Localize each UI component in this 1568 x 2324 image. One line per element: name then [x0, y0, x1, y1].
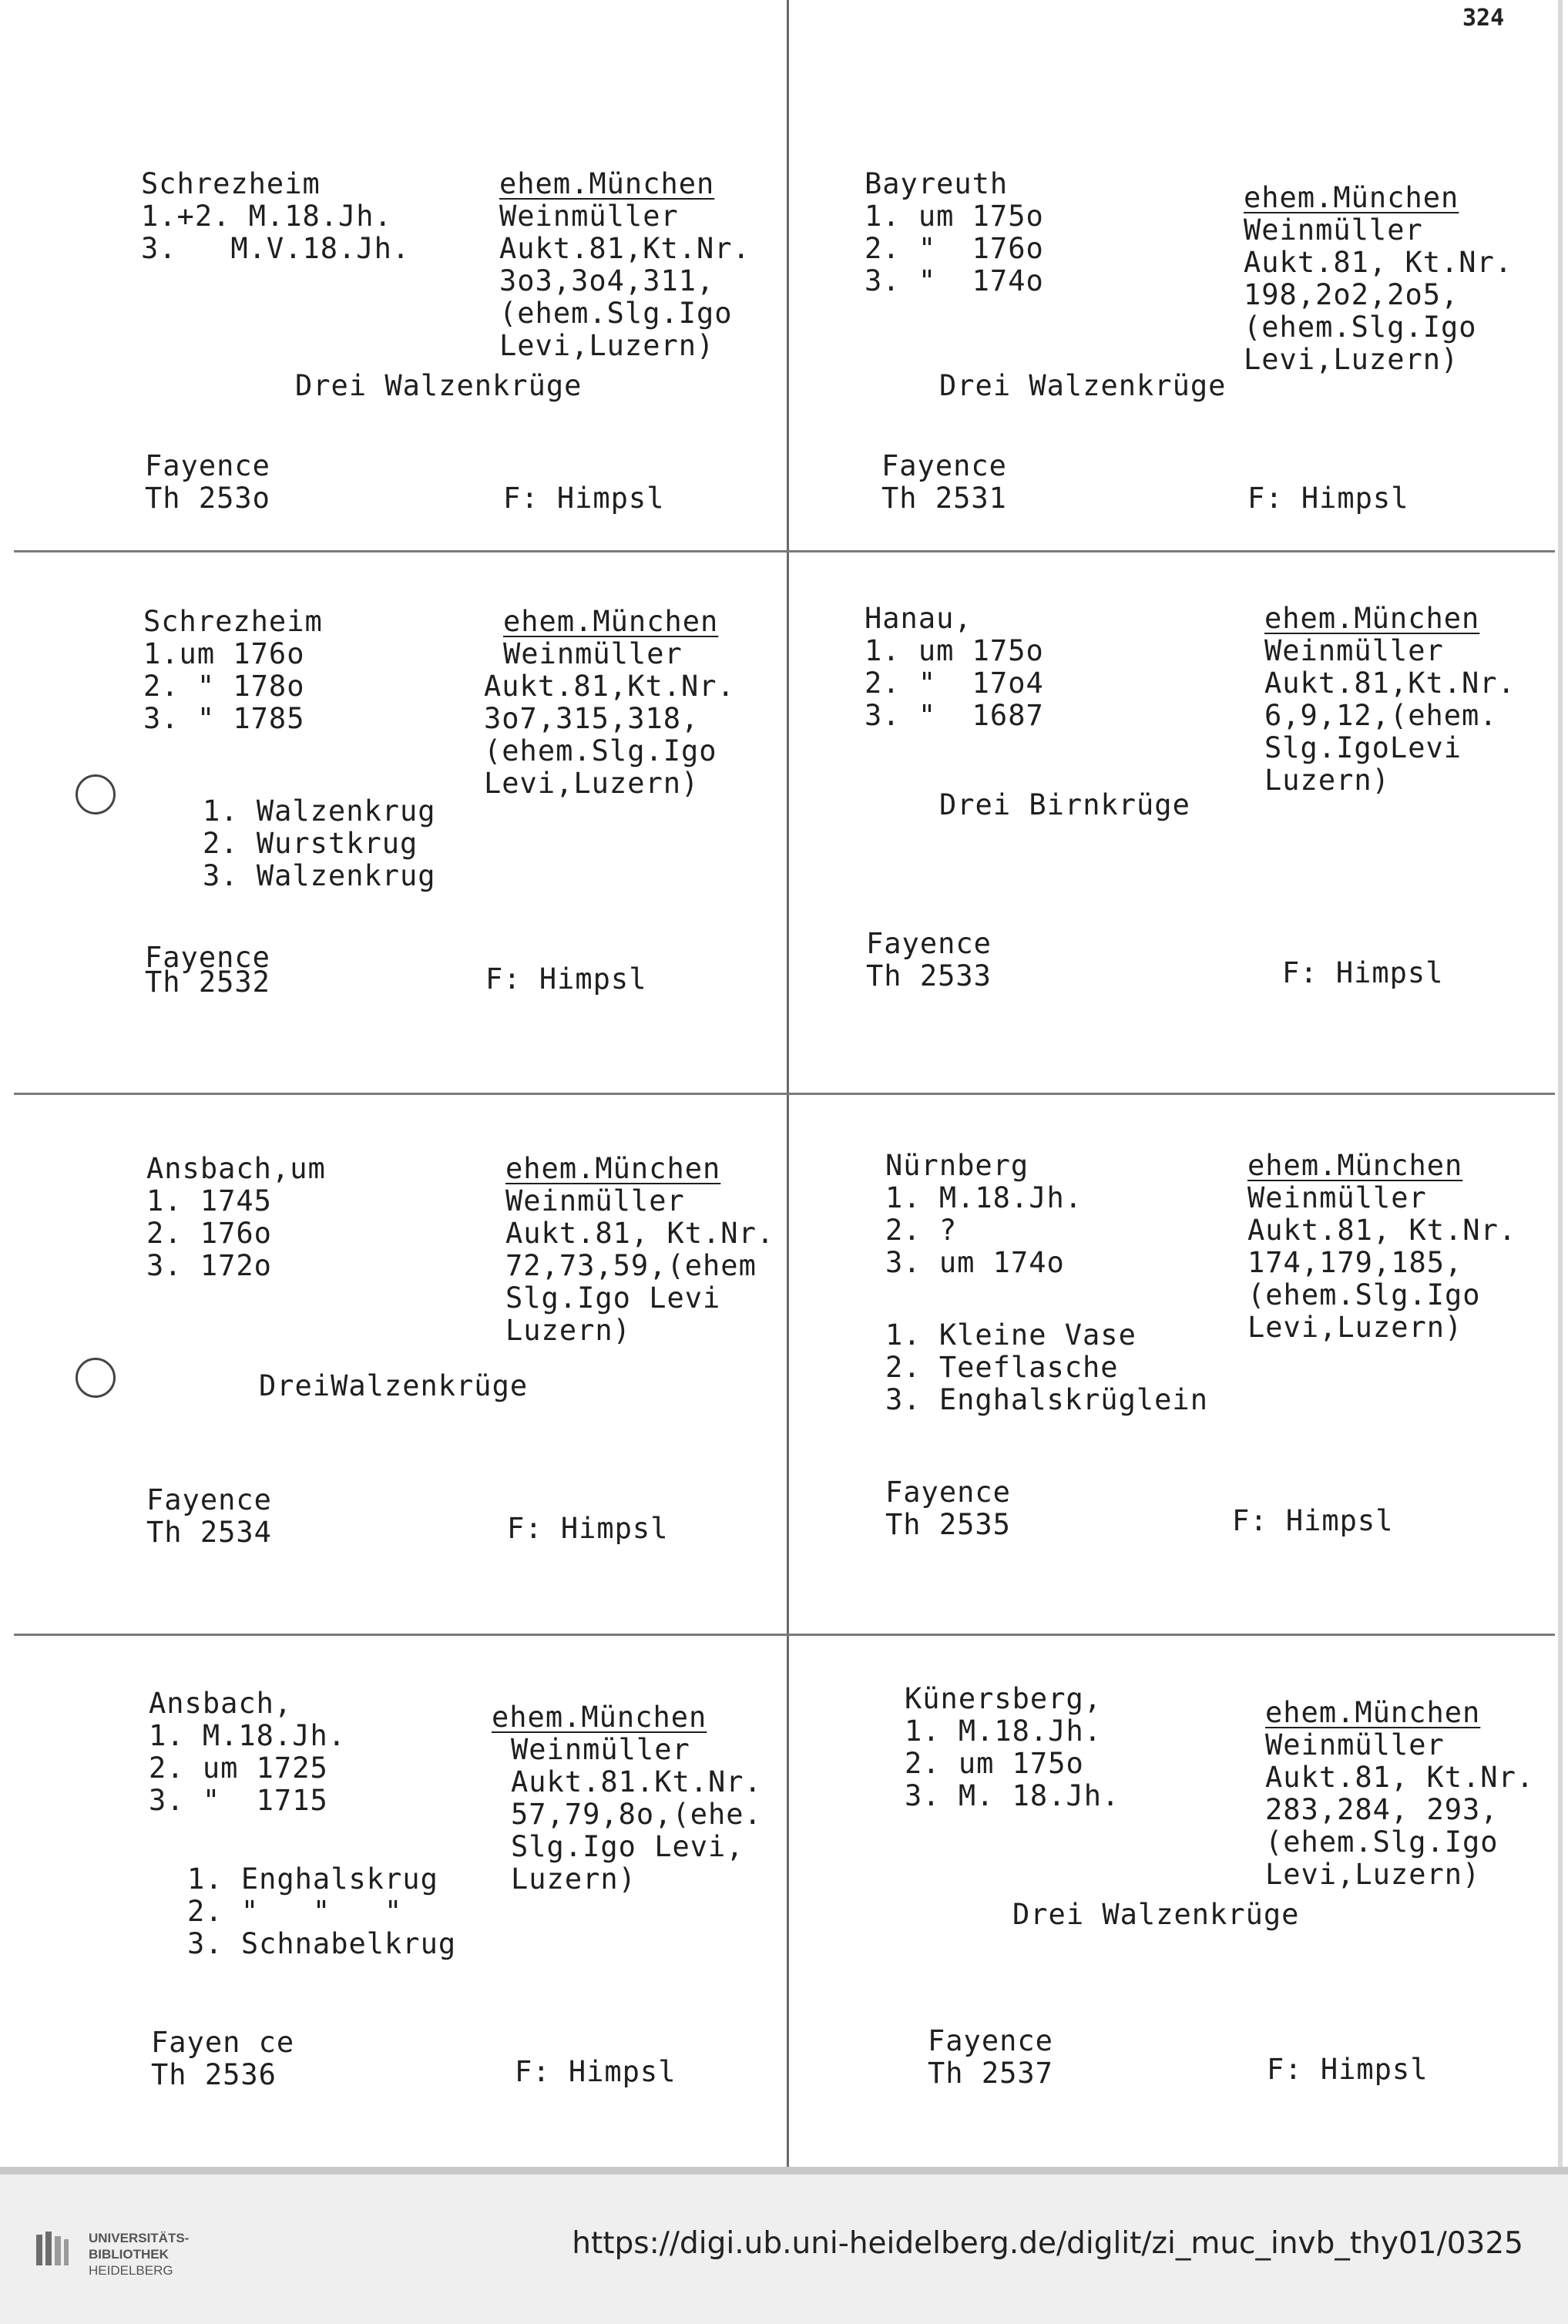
card-place-line: Schrezheim: [143, 605, 323, 638]
card-provenance-line: Levi,Luzern): [1244, 343, 1459, 376]
card-provenance-line: 3o3,3o4,311,: [499, 264, 715, 297]
card-provenance-line: Levi,Luzern): [1265, 1858, 1481, 1891]
card-place-line: 3. 172o: [146, 1249, 272, 1282]
catalog-card: [14, 0, 761, 539]
card-place-line: 2. um 1725: [149, 1751, 328, 1785]
catalog-card: [789, 0, 1536, 539]
card-provenance-line: ehem.München: [1264, 602, 1480, 635]
page-number: 324: [1462, 5, 1505, 32]
card-provenance-line: Levi,Luzern): [1247, 1311, 1463, 1344]
card-provenance-line: Weinmüller: [1265, 1728, 1445, 1761]
card-provenance-line: Weinmüller: [1247, 1181, 1427, 1214]
card-photo-credit: F: Himpsl: [1247, 482, 1409, 515]
card-title: 2. Teeflasche: [885, 1351, 1119, 1384]
card-title: 1. Walzenkrug: [203, 794, 436, 828]
card-place-line: 1. M.18.Jh.: [149, 1719, 347, 1752]
card-title: Drei Walzenkrüge: [1012, 1898, 1300, 1931]
card-title: Drei Walzenkrüge: [939, 369, 1227, 402]
card-provenance-line: Luzern): [1264, 764, 1390, 797]
card-place-line: 1. um 175o: [865, 200, 1044, 233]
card-place-line: 2. " 176o: [865, 232, 1044, 265]
card-provenance-line: Aukt.81.Kt.Nr.: [511, 1765, 762, 1798]
card-provenance-line: Slg.IgoLevi: [1264, 731, 1462, 764]
card-place-line: Nürnberg: [885, 1149, 1029, 1182]
card-title: Drei Walzenkrüge: [295, 369, 583, 402]
card-place-line: 1. M.18.Jh.: [905, 1714, 1103, 1748]
library-name-line: UNIVERSITÄTS-: [89, 2231, 190, 2245]
scanned-page: [14, 0, 1555, 2167]
card-title: 3. Schnabelkrug: [187, 1927, 457, 1960]
card-provenance-line: Levi,Luzern): [499, 329, 715, 362]
card-material: Fayence: [145, 941, 270, 974]
card-inventory-number: Th 2531: [881, 482, 1007, 515]
card-inventory-number: Th 2534: [146, 1516, 272, 1549]
card-inventory-number: Th 253o: [145, 482, 270, 515]
card-place-line: 3. " 1785: [143, 702, 305, 735]
card-place-line: 1.um 176o: [143, 637, 305, 670]
card-place-line: 2. 176o: [146, 1217, 272, 1250]
card-provenance-line: ehem.München: [503, 605, 719, 638]
card-material: Fayence: [928, 2024, 1053, 2057]
catalog-card: [14, 1093, 775, 1632]
card-place-line: 3. M. 18.Jh.: [905, 1779, 1120, 1812]
card-provenance-line: Weinmüller: [1244, 213, 1423, 247]
card-place-line: 1. 1745: [146, 1184, 272, 1217]
card-place-line: 1.+2. M.18.Jh.: [141, 200, 392, 233]
card-photo-credit: F: Himpsl: [515, 2055, 677, 2088]
card-photo-credit: F: Himpsl: [507, 1512, 669, 1545]
card-provenance-line: Aukt.81, Kt.Nr.: [1244, 246, 1513, 279]
card-title: 1. Enghalskrug: [187, 1862, 438, 1896]
card-place-line: 3. " 1715: [149, 1784, 328, 1817]
card-provenance-line: Slg.Igo Levi: [505, 1281, 721, 1315]
card-title: 1. Kleine Vase: [885, 1318, 1137, 1352]
card-title: DreiWalzenkrüge: [259, 1369, 529, 1402]
card-material: Fayence: [866, 927, 992, 960]
card-provenance-line: 198,2o2,2o5,: [1244, 278, 1459, 311]
card-place-line: Künersberg,: [905, 1682, 1103, 1715]
card-place-line: Bayreuth: [865, 167, 1009, 200]
card-provenance-line: Weinmüller: [511, 1733, 690, 1766]
card-provenance-line: Aukt.81, Kt.Nr.: [505, 1217, 775, 1250]
card-place-line: 2. um 175o: [905, 1747, 1084, 1780]
card-place-line: 1. M.18.Jh.: [885, 1181, 1083, 1214]
card-provenance-line: Aukt.81,Kt.Nr.: [499, 232, 750, 265]
card-photo-credit: F: Himpsl: [1232, 1504, 1394, 1537]
card-place-line: 3. " 174o: [865, 264, 1044, 297]
card-material: Fayence: [146, 1483, 272, 1516]
card-title: 2. " " ": [187, 1895, 403, 1928]
card-provenance-line: (ehem.Slg.Igo: [484, 734, 717, 767]
card-provenance-line: 3o7,315,318,: [484, 702, 700, 735]
card-material: Fayence: [145, 449, 270, 482]
card-photo-credit: F: Himpsl: [1267, 2053, 1429, 2086]
catalog-card: [14, 550, 761, 1090]
library-footer: [0, 2167, 1568, 2324]
card-provenance-line: Weinmüller: [505, 1184, 685, 1217]
card-provenance-line: Aukt.81,Kt.Nr.: [484, 670, 735, 703]
card-provenance-line: Weinmüller: [499, 200, 679, 233]
card-provenance-line: Slg.Igo Levi,: [511, 1830, 744, 1863]
card-title: 3. Walzenkrug: [203, 859, 436, 892]
catalog-card: [14, 1634, 761, 2173]
card-place-line: Ansbach,: [149, 1687, 293, 1720]
card-provenance-line: 72,73,59,(ehem: [505, 1249, 757, 1282]
card-place-line: 2. ?: [885, 1214, 958, 1247]
library-name-line: BIBLIOTHEK: [89, 2247, 169, 2262]
card-inventory-number: Th 2535: [885, 1508, 1011, 1541]
card-provenance-line: ehem.München: [492, 1701, 707, 1734]
card-inventory-number: Th 2533: [866, 959, 992, 992]
card-place-line: Hanau,: [865, 602, 972, 635]
card-place-line: 3. um 174o: [885, 1246, 1065, 1279]
card-provenance-line: ehem.München: [505, 1152, 721, 1185]
card-place-line: Schrezheim: [141, 167, 321, 200]
card-provenance-line: ehem.München: [1265, 1696, 1481, 1729]
card-provenance-line: ehem.München: [499, 167, 715, 200]
card-provenance-line: Aukt.81, Kt.Nr.: [1247, 1214, 1517, 1247]
catalog-card: [789, 1093, 1536, 1632]
card-place-line: 3. " 1687: [865, 699, 1044, 732]
card-photo-credit: F: Himpsl: [1282, 956, 1444, 989]
card-provenance-line: Weinmüller: [503, 637, 683, 670]
source-url[interactable]: https://digi.ub.uni-heidelberg.de/diglit/zi_muc_invb_thy01/0325: [572, 2226, 1523, 2261]
card-provenance-line: Aukt.81, Kt.Nr.: [1265, 1761, 1535, 1794]
card-inventory-number: Th 2532: [145, 966, 270, 999]
card-provenance-line: 6,9,12,(ehem.: [1264, 699, 1498, 732]
library-logo-icon: [35, 2228, 70, 2269]
card-photo-credit: F: Himpsl: [503, 482, 665, 515]
card-place-line: 2. " 17o4: [865, 667, 1044, 700]
card-provenance-line: (ehem.Slg.Igo: [1247, 1278, 1481, 1311]
card-place-line: 3. M.V.18.Jh.: [141, 232, 411, 265]
card-inventory-number: Th 2537: [928, 2057, 1053, 2090]
card-provenance-line: Luzern): [511, 1862, 636, 1896]
card-photo-credit: F: Himpsl: [485, 962, 647, 996]
library-name: [89, 2230, 189, 2279]
card-place-line: Ansbach,um: [146, 1152, 326, 1185]
card-inventory-number: Th 2536: [151, 2058, 277, 2091]
scan-edge: [1558, 0, 1563, 2167]
card-provenance-line: 283,284, 293,: [1265, 1793, 1499, 1826]
card-provenance-line: (ehem.Slg.Igo: [1265, 1825, 1499, 1859]
card-provenance-line: 174,179,185,: [1247, 1246, 1463, 1279]
card-material: Fayence: [885, 1476, 1011, 1509]
card-provenance-line: Aukt.81,Kt.Nr.: [1264, 667, 1516, 700]
card-provenance-line: (ehem.Slg.Igo: [499, 297, 733, 330]
card-provenance-line: ehem.München: [1244, 181, 1459, 214]
catalog-card: [789, 550, 1536, 1090]
card-provenance-line: 57,79,8o,(ehe.: [511, 1798, 762, 1831]
card-material: Fayence: [881, 449, 1007, 482]
card-provenance-line: (ehem.Slg.Igo: [1244, 311, 1477, 344]
card-place-line: 1. um 175o: [865, 634, 1044, 667]
card-provenance-line: Weinmüller: [1264, 634, 1444, 667]
card-title: 2. Wurstkrug: [203, 827, 418, 860]
card-provenance-line: Luzern): [505, 1314, 631, 1347]
card-place-line: 2. " 178o: [143, 670, 305, 703]
card-provenance-line: ehem.München: [1247, 1149, 1463, 1182]
card-title: 3. Enghalskrüglein: [885, 1383, 1208, 1416]
card-provenance-line: Levi,Luzern): [484, 767, 700, 800]
library-name-line: HEIDELBERG: [89, 2263, 173, 2278]
catalog-card: [789, 1634, 1536, 2173]
card-title: Drei Birnkrüge: [939, 788, 1190, 821]
card-material: Fayen ce: [151, 2026, 295, 2059]
